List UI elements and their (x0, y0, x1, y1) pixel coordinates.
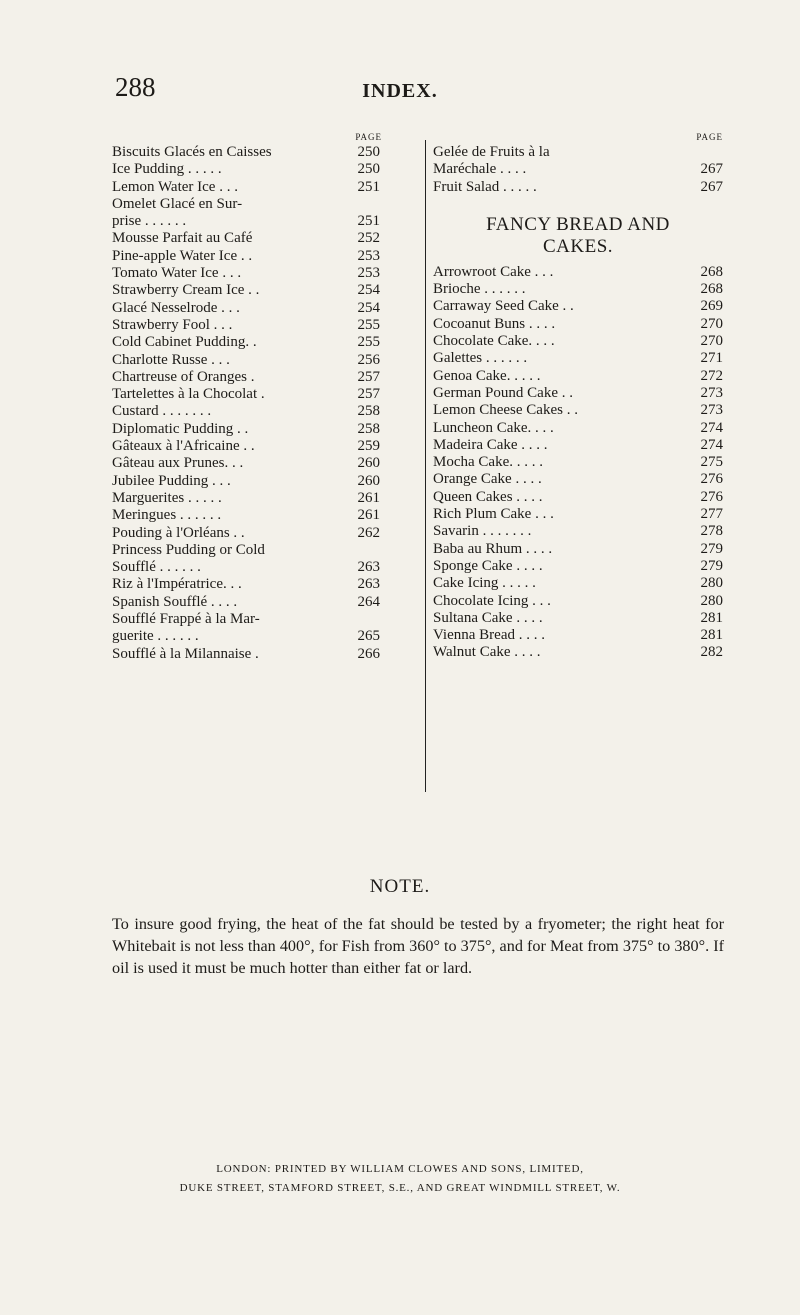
entry-title: Cold Cabinet Pudding. . (112, 334, 257, 351)
entry-title: Omelet Glacé en Sur- (112, 195, 243, 212)
index-entry-line (433, 541, 723, 558)
index-entry-line (112, 352, 422, 369)
index-entry-line (112, 403, 422, 420)
entry-title: Diplomatic Pudding . . (112, 420, 249, 437)
index-entry-line (433, 627, 723, 644)
index-entry-line (433, 316, 723, 333)
index-entry-line (112, 386, 422, 403)
entry-page-number: 257 (357, 386, 380, 403)
entry-page-number: 273 (700, 402, 723, 419)
entry-page-number: 253 (357, 247, 380, 264)
entry-title: Riz à l'Impératrice. . . (112, 576, 242, 593)
entry-title: Tartelettes à la Chocolat . (112, 386, 265, 403)
entry-title: Madeira Cake . . . . (433, 436, 548, 453)
entry-page-number: 268 (700, 263, 723, 280)
page-number: 288 (115, 72, 156, 102)
entry-title: Cocoanut Buns . . . . (433, 315, 556, 332)
entry-page-number: 266 (357, 645, 380, 662)
index-entry-line (433, 264, 723, 281)
index-entry-line (433, 454, 723, 471)
index-entry-line (112, 507, 422, 524)
right-entry-list (433, 264, 723, 662)
index-entry-line (112, 421, 422, 438)
entry-page-number: 265 (357, 628, 380, 645)
entry-page-number: 276 (700, 471, 723, 488)
index-entry-line (112, 144, 422, 161)
entry-title: Gâteaux à l'Africaine . . (112, 438, 255, 455)
running-head: INDEX. (362, 80, 438, 102)
index-entry-line (112, 576, 422, 593)
entry-page-number: 263 (357, 576, 380, 593)
entry-title: Fruit Salad . . . . . (433, 178, 537, 195)
printer-imprint (0, 1160, 800, 1198)
index-entry-line (112, 300, 422, 317)
entry-title: Marguerites . . . . . (112, 489, 222, 506)
entry-page-number: 254 (357, 299, 380, 316)
entry-page-number: 278 (700, 523, 723, 540)
entry-page-number: 263 (357, 559, 380, 576)
index-entry-line (433, 471, 723, 488)
entry-title: Gelée de Fruits à la (433, 144, 550, 160)
index-entry-line (112, 628, 422, 645)
index-entry-line (112, 611, 422, 628)
entry-page-number: 250 (357, 144, 380, 160)
entry-page-number: 275 (700, 454, 723, 471)
entry-title: Strawberry Fool . . . (112, 316, 233, 333)
index-entry-line (112, 455, 422, 472)
index-entry-line (112, 369, 422, 386)
entry-page-number: 268 (700, 281, 723, 298)
index-entry-line (433, 437, 723, 454)
entry-title: Orange Cake . . . . (433, 471, 542, 488)
index-entry-line (433, 161, 723, 178)
index-entry-line (112, 179, 422, 196)
entry-page-number: 273 (700, 384, 723, 401)
entry-page-number: 274 (700, 419, 723, 436)
entry-title: Custard . . . . . . . (112, 403, 212, 420)
entry-page-number: 262 (357, 524, 380, 541)
index-entry-line (433, 281, 723, 298)
entry-title: Jubilee Pudding . . . (112, 472, 231, 489)
note-heading: NOTE. (369, 876, 431, 897)
entry-page-number: 276 (700, 488, 723, 505)
index-entry-line (112, 525, 422, 542)
entry-title: Walnut Cake . . . . (433, 644, 541, 661)
entry-page-number: 253 (357, 265, 380, 282)
entry-page-number: 255 (357, 334, 380, 351)
entry-title: Soufflé . . . . . . (112, 559, 201, 576)
entry-title: Spanish Soufflé . . . . (112, 593, 238, 610)
entry-title: Meringues . . . . . . (112, 507, 222, 524)
section-heading-line: CAKES. (542, 235, 614, 257)
entry-page-number: 258 (357, 403, 380, 420)
entry-title: Vienna Bread . . . . (433, 627, 545, 644)
entry-title: Chartreuse of Oranges . (112, 368, 255, 385)
entry-title: Pouding à l'Orléans . . (112, 524, 245, 541)
entry-title: Glacé Nesselrode . . . (112, 299, 240, 316)
imprint-line: LONDON: PRINTED BY WILLIAM CLOWES AND SONS, LIMITED, (216, 1163, 584, 1175)
entry-page-number: 270 (700, 333, 723, 350)
entry-title: prise . . . . . . (112, 213, 187, 230)
index-entry-line (112, 230, 422, 247)
entry-page-number: 251 (357, 213, 380, 230)
entry-page-number: 272 (700, 367, 723, 384)
entry-title: Rich Plum Cake . . . (433, 506, 554, 523)
entry-title: Arrowroot Cake . . . (433, 263, 554, 280)
entry-page-number: 279 (700, 557, 723, 574)
entry-page-number: 282 (700, 644, 723, 661)
index-entry-line (433, 644, 723, 661)
entry-title: Pine-apple Water Ice . . (112, 247, 253, 264)
entry-title: Chocolate Icing . . . (433, 592, 551, 609)
index-entry-line (433, 558, 723, 575)
entry-page-number: 280 (700, 575, 723, 592)
index-entry-line (112, 542, 422, 559)
index-entry-line (433, 350, 723, 367)
entry-title: Lemon Cheese Cakes . . (433, 402, 578, 419)
index-entry-line (433, 523, 723, 540)
index-entry-line (112, 646, 422, 663)
entry-page-number: 281 (700, 627, 723, 644)
entry-page-number: 280 (700, 592, 723, 609)
entry-title: Mousse Parfait au Café (112, 230, 253, 247)
index-entry-line (433, 506, 723, 523)
entry-title: Charlotte Russe . . . (112, 351, 230, 368)
page-column-label: PAGE (696, 132, 723, 142)
section-heading-line: FANCY BREAD AND (486, 213, 670, 235)
index-entry-line (112, 490, 422, 507)
index-entry-line (112, 265, 422, 282)
index-entry-line (112, 317, 422, 334)
entry-title: Princess Pudding or Cold (112, 541, 265, 558)
entry-page-number: 270 (700, 315, 723, 332)
entry-page-number: 277 (700, 506, 723, 523)
entry-title: Tomato Water Ice . . . (112, 265, 242, 282)
entry-title: Gâteau aux Prunes. . . (112, 455, 244, 472)
index-entry-line (433, 298, 723, 315)
section-heading (433, 214, 723, 258)
entry-title: Chocolate Cake. . . . (433, 333, 555, 350)
entry-title: Baba au Rhum . . . . (433, 540, 553, 557)
index-entry-line (433, 593, 723, 610)
entry-page-number: 261 (357, 489, 380, 506)
index-entry-line (433, 179, 723, 196)
entry-page-number: 260 (357, 472, 380, 489)
index-entry-line (112, 248, 422, 265)
left-index-column (112, 132, 422, 663)
column-divider (425, 140, 426, 792)
entry-title: Savarin . . . . . . . (433, 523, 532, 540)
entry-page-number: 251 (357, 178, 380, 195)
index-entry-line (112, 594, 422, 611)
index-entry-line (112, 559, 422, 576)
entry-page-number: 264 (357, 593, 380, 610)
entry-title: Sponge Cake . . . . (433, 557, 543, 574)
entry-title: Soufflé Frappé à la Mar- (112, 611, 260, 628)
page-column-label: PAGE (355, 132, 382, 142)
index-entry-line (433, 144, 723, 161)
index-entry-line (433, 368, 723, 385)
entry-page-number: 269 (700, 298, 723, 315)
entry-page-number: 252 (357, 230, 380, 247)
index-entry-line (112, 196, 422, 213)
index-entry-line (112, 213, 422, 230)
entry-page-number: 255 (357, 316, 380, 333)
entry-page-number: 260 (357, 455, 380, 472)
index-entry-line (112, 161, 422, 178)
entry-title: Ice Pudding . . . . . (112, 161, 222, 178)
entry-title: Brioche . . . . . . (433, 281, 526, 298)
entry-page-number: 279 (700, 540, 723, 557)
entry-title: Biscuits Glacés en Caisses (112, 144, 272, 160)
entry-title: Maréchale . . . . (433, 161, 527, 178)
index-entry-line (112, 473, 422, 490)
entry-page-number: 257 (357, 368, 380, 385)
index-entry-line (433, 402, 723, 419)
entry-title: Mocha Cake. . . . . (433, 454, 543, 471)
entry-title: Lemon Water Ice . . . (112, 178, 238, 195)
entry-title: Strawberry Cream Ice . . (112, 282, 260, 299)
entry-title: Genoa Cake. . . . . (433, 367, 541, 384)
index-entry-line (433, 420, 723, 437)
index-entry-line (433, 333, 723, 350)
index-entry-line (112, 334, 422, 351)
right-index-column (433, 132, 723, 662)
index-entry-line (433, 610, 723, 627)
index-entry-line (433, 385, 723, 402)
entry-title: Cake Icing . . . . . (433, 575, 536, 592)
entry-page-number: 256 (357, 351, 380, 368)
entry-page-number: 254 (357, 282, 380, 299)
entry-title: Luncheon Cake. . . . (433, 419, 554, 436)
entry-page-number: 250 (357, 161, 380, 178)
index-entry-line (433, 489, 723, 506)
entry-title: guerite . . . . . . (112, 628, 199, 645)
entry-title: Soufflé à la Milannaise . (112, 645, 259, 662)
entry-title: Carraway Seed Cake . . (433, 298, 574, 315)
index-entry-line (112, 438, 422, 455)
entry-page-number: 281 (700, 609, 723, 626)
entry-page-number: 259 (357, 438, 380, 455)
index-entry-line (433, 575, 723, 592)
entry-page-number: 267 (700, 161, 723, 178)
index-entry-line (112, 282, 422, 299)
entry-title: Queen Cakes . . . . (433, 488, 543, 505)
right-top-entry-list (433, 144, 723, 196)
entry-page-number: 274 (700, 436, 723, 453)
entry-page-number: 267 (700, 178, 723, 195)
entry-title: German Pound Cake . . (433, 384, 573, 401)
imprint-line: DUKE STREET, STAMFORD STREET, S.E., AND GREAT WINDMILL STREET, W. (179, 1182, 621, 1194)
entry-page-number: 271 (700, 350, 723, 367)
entry-page-number: 261 (357, 507, 380, 524)
entry-title: Galettes . . . . . . (433, 350, 528, 367)
entry-page-number: 258 (357, 420, 380, 437)
note-text: To insure good frying, the heat of the fat should be tested by a fryometer; the right heat for Whitebait is not less than 400°, for Fish from 360° to 375°, and for Meat from 375° to 380°. If oil is used it must be much hotter than either fat or lard. (112, 915, 724, 977)
left-entry-list (112, 144, 422, 663)
entry-title: Sultana Cake . . . . (433, 609, 543, 626)
